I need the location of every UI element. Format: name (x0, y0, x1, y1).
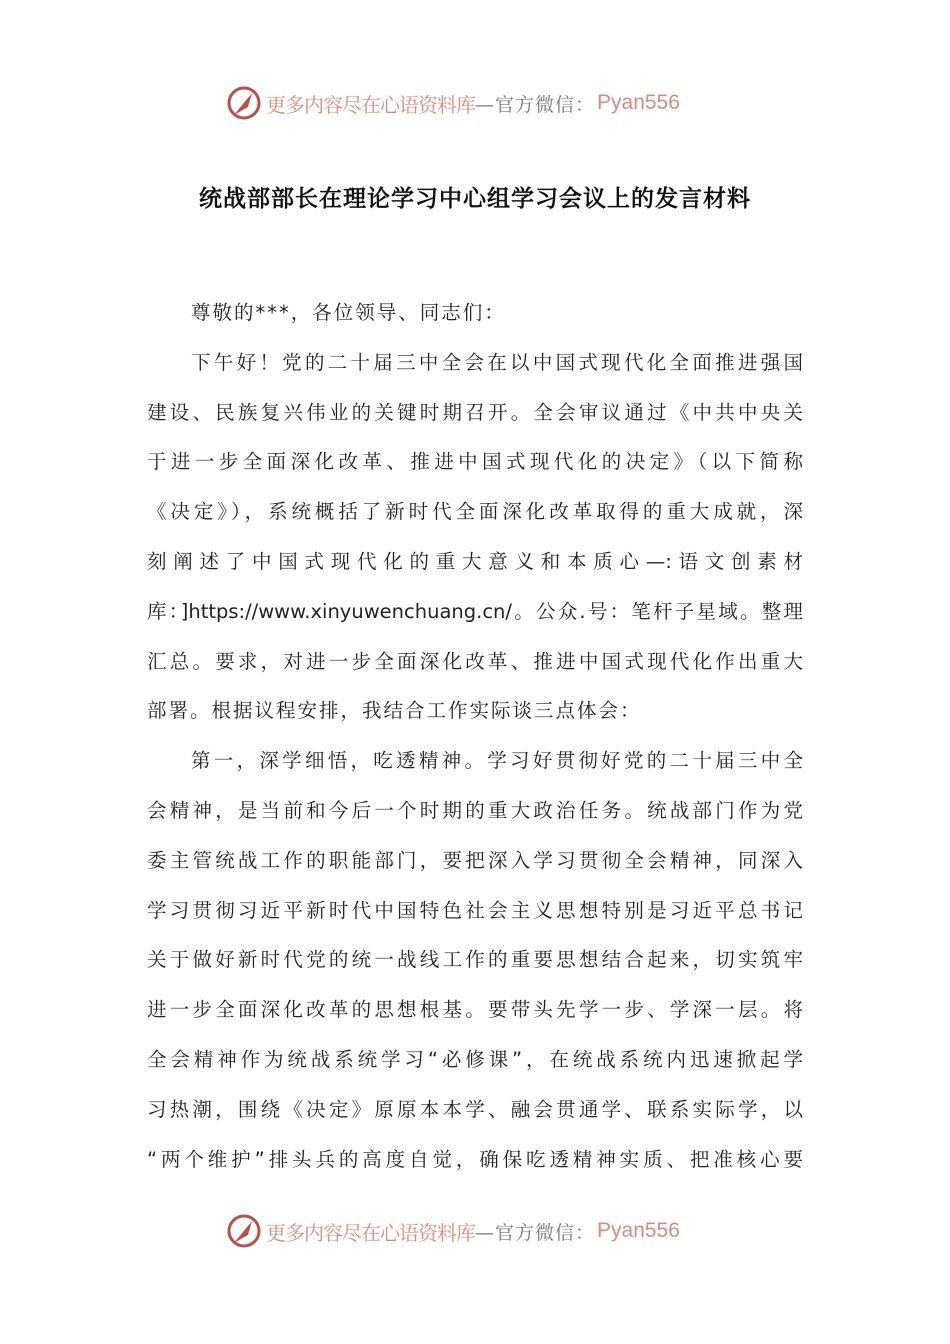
watermark-label: —官方微信： (475, 93, 596, 116)
text-line: 第一，深学细悟，吃透精神。学习好贯彻好党的二十届三中全 (191, 749, 803, 773)
text-line: 建设、民族复兴伟业的关键时期召开。全会审议通过《中共中央关 (147, 400, 803, 424)
watermark-label: —官方微信： (475, 1221, 596, 1244)
text-line: 部署。根据议程安排，我结合工作实际谈三点体会： (147, 699, 642, 723)
watermark-brand: 更多内容尽在心语资料库 (266, 92, 475, 117)
text-line: 会精神，是当前和今后一个时期的重大政治任务。统战部门作为党 (147, 798, 803, 822)
text-line: 汇总。要求，对进一步全面深化改革、推进中国式现代化作出重大 (147, 649, 803, 673)
watermark-account: Pyan556 (597, 1219, 680, 1242)
text-line: 全会精神作为统战系统学习“必修课”，在统战系统内迅速掀起学 (147, 1047, 803, 1071)
text-line: 于进一步全面深化改革、推进中国式现代化的决定》（以下简称 (147, 450, 803, 474)
text-line: 下午好！党的二十届三中全会在以中国式现代化全面推进强国 (191, 350, 803, 374)
quill-logo-icon (226, 85, 262, 121)
text-line: 学习贯彻习近平新时代中国特色社会主义思想特别是习近平总书记 (147, 898, 803, 922)
quill-logo-icon (226, 1213, 262, 1249)
watermark-header (226, 83, 680, 123)
watermark-footer (226, 1211, 680, 1251)
text-line: 库：]https://www.xinyuwenchuang.cn/。公众.号：笔杆子星域。整理 (147, 599, 803, 623)
text-line: 关于做好新时代党的统一战线工作的重要思想结合起来，切实筑牢 (147, 948, 803, 972)
watermark-account: Pyan556 (597, 91, 680, 114)
text-line: 尊敬的***，各位领导、同志们： (191, 301, 506, 324)
text-line: 委主管统战工作的职能部门，要把深入学习贯彻全会精神，同深入 (147, 848, 803, 872)
page-title: 统战部部长在理论学习中心组学习会议上的发言材料 (199, 185, 751, 212)
text-line: “两个维护”排头兵的高度自觉，确保吃透精神实质、把准核心要 (147, 1147, 803, 1171)
document-body (147, 288, 803, 1184)
watermark-brand: 更多内容尽在心语资料库 (266, 1220, 475, 1245)
text-line: 习热潮，围绕《决定》原原本本学、融会贯通学、联系实际学，以 (147, 1097, 803, 1121)
text-line: 《决定》），系统概括了新时代全面深化改革取得的重大成就，深 (147, 500, 803, 524)
text-line: 刻阐述了中国式现代化的重大意义和本质心—:语文创素材 (147, 549, 803, 573)
text-line: 进一步全面深化改革的思想根基。要带头先学一步、学深一层。将 (147, 998, 803, 1022)
